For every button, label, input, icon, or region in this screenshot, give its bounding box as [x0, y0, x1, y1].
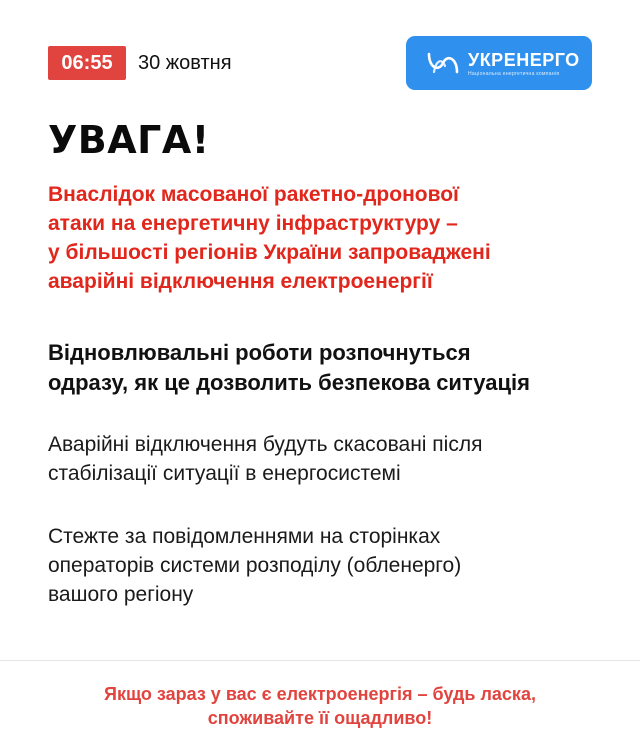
header	[48, 36, 592, 90]
restore-line: одразу, як це дозволить безпекова ситуація	[48, 370, 530, 395]
paragraph-line: Стежте за повідомленнями на сторінках	[48, 525, 441, 548]
paragraph-line: стабілізації ситуації в енергосистемі	[48, 462, 401, 485]
alert-line: атаки на енергетичну інфраструктуру –	[48, 212, 458, 235]
logo-name: УКРЕНЕРГО	[468, 49, 580, 70]
footer-message	[0, 682, 640, 730]
ukrenergo-logo-icon	[426, 50, 460, 76]
footer-line: споживайте її ощадливо!	[207, 708, 433, 728]
alert-line: у більшості регіонів України запроваджені	[48, 241, 491, 264]
paragraph-line: операторів системи розподілу (обленерго)	[48, 554, 462, 577]
paragraph-line: Аварійні відключення будуть скасовані після	[48, 433, 483, 456]
restore-notice	[48, 338, 608, 398]
time-badge: 06:55	[48, 46, 126, 80]
logo-subtitle: Національна енергетична компанія	[468, 70, 560, 77]
alert-line: аварійні відключення електроенергії	[48, 270, 433, 293]
alert-line: Внаслідок масованої ракетно-дронової	[48, 183, 459, 206]
divider	[0, 660, 640, 661]
paragraph-line: вашого регіону	[48, 583, 194, 606]
date-label: 30 жовтня	[138, 52, 232, 74]
restore-line: Відновлювальні роботи розпочнуться	[48, 340, 471, 365]
ukrenergo-logo	[406, 36, 592, 90]
footer-line: Якщо зараз у вас є електроенергія – будь ласка,	[104, 684, 536, 704]
follow-updates-paragraph	[48, 522, 608, 609]
cancellation-paragraph	[48, 430, 608, 488]
page-title: УВАГА!	[48, 118, 210, 162]
alert-message	[48, 180, 608, 296]
